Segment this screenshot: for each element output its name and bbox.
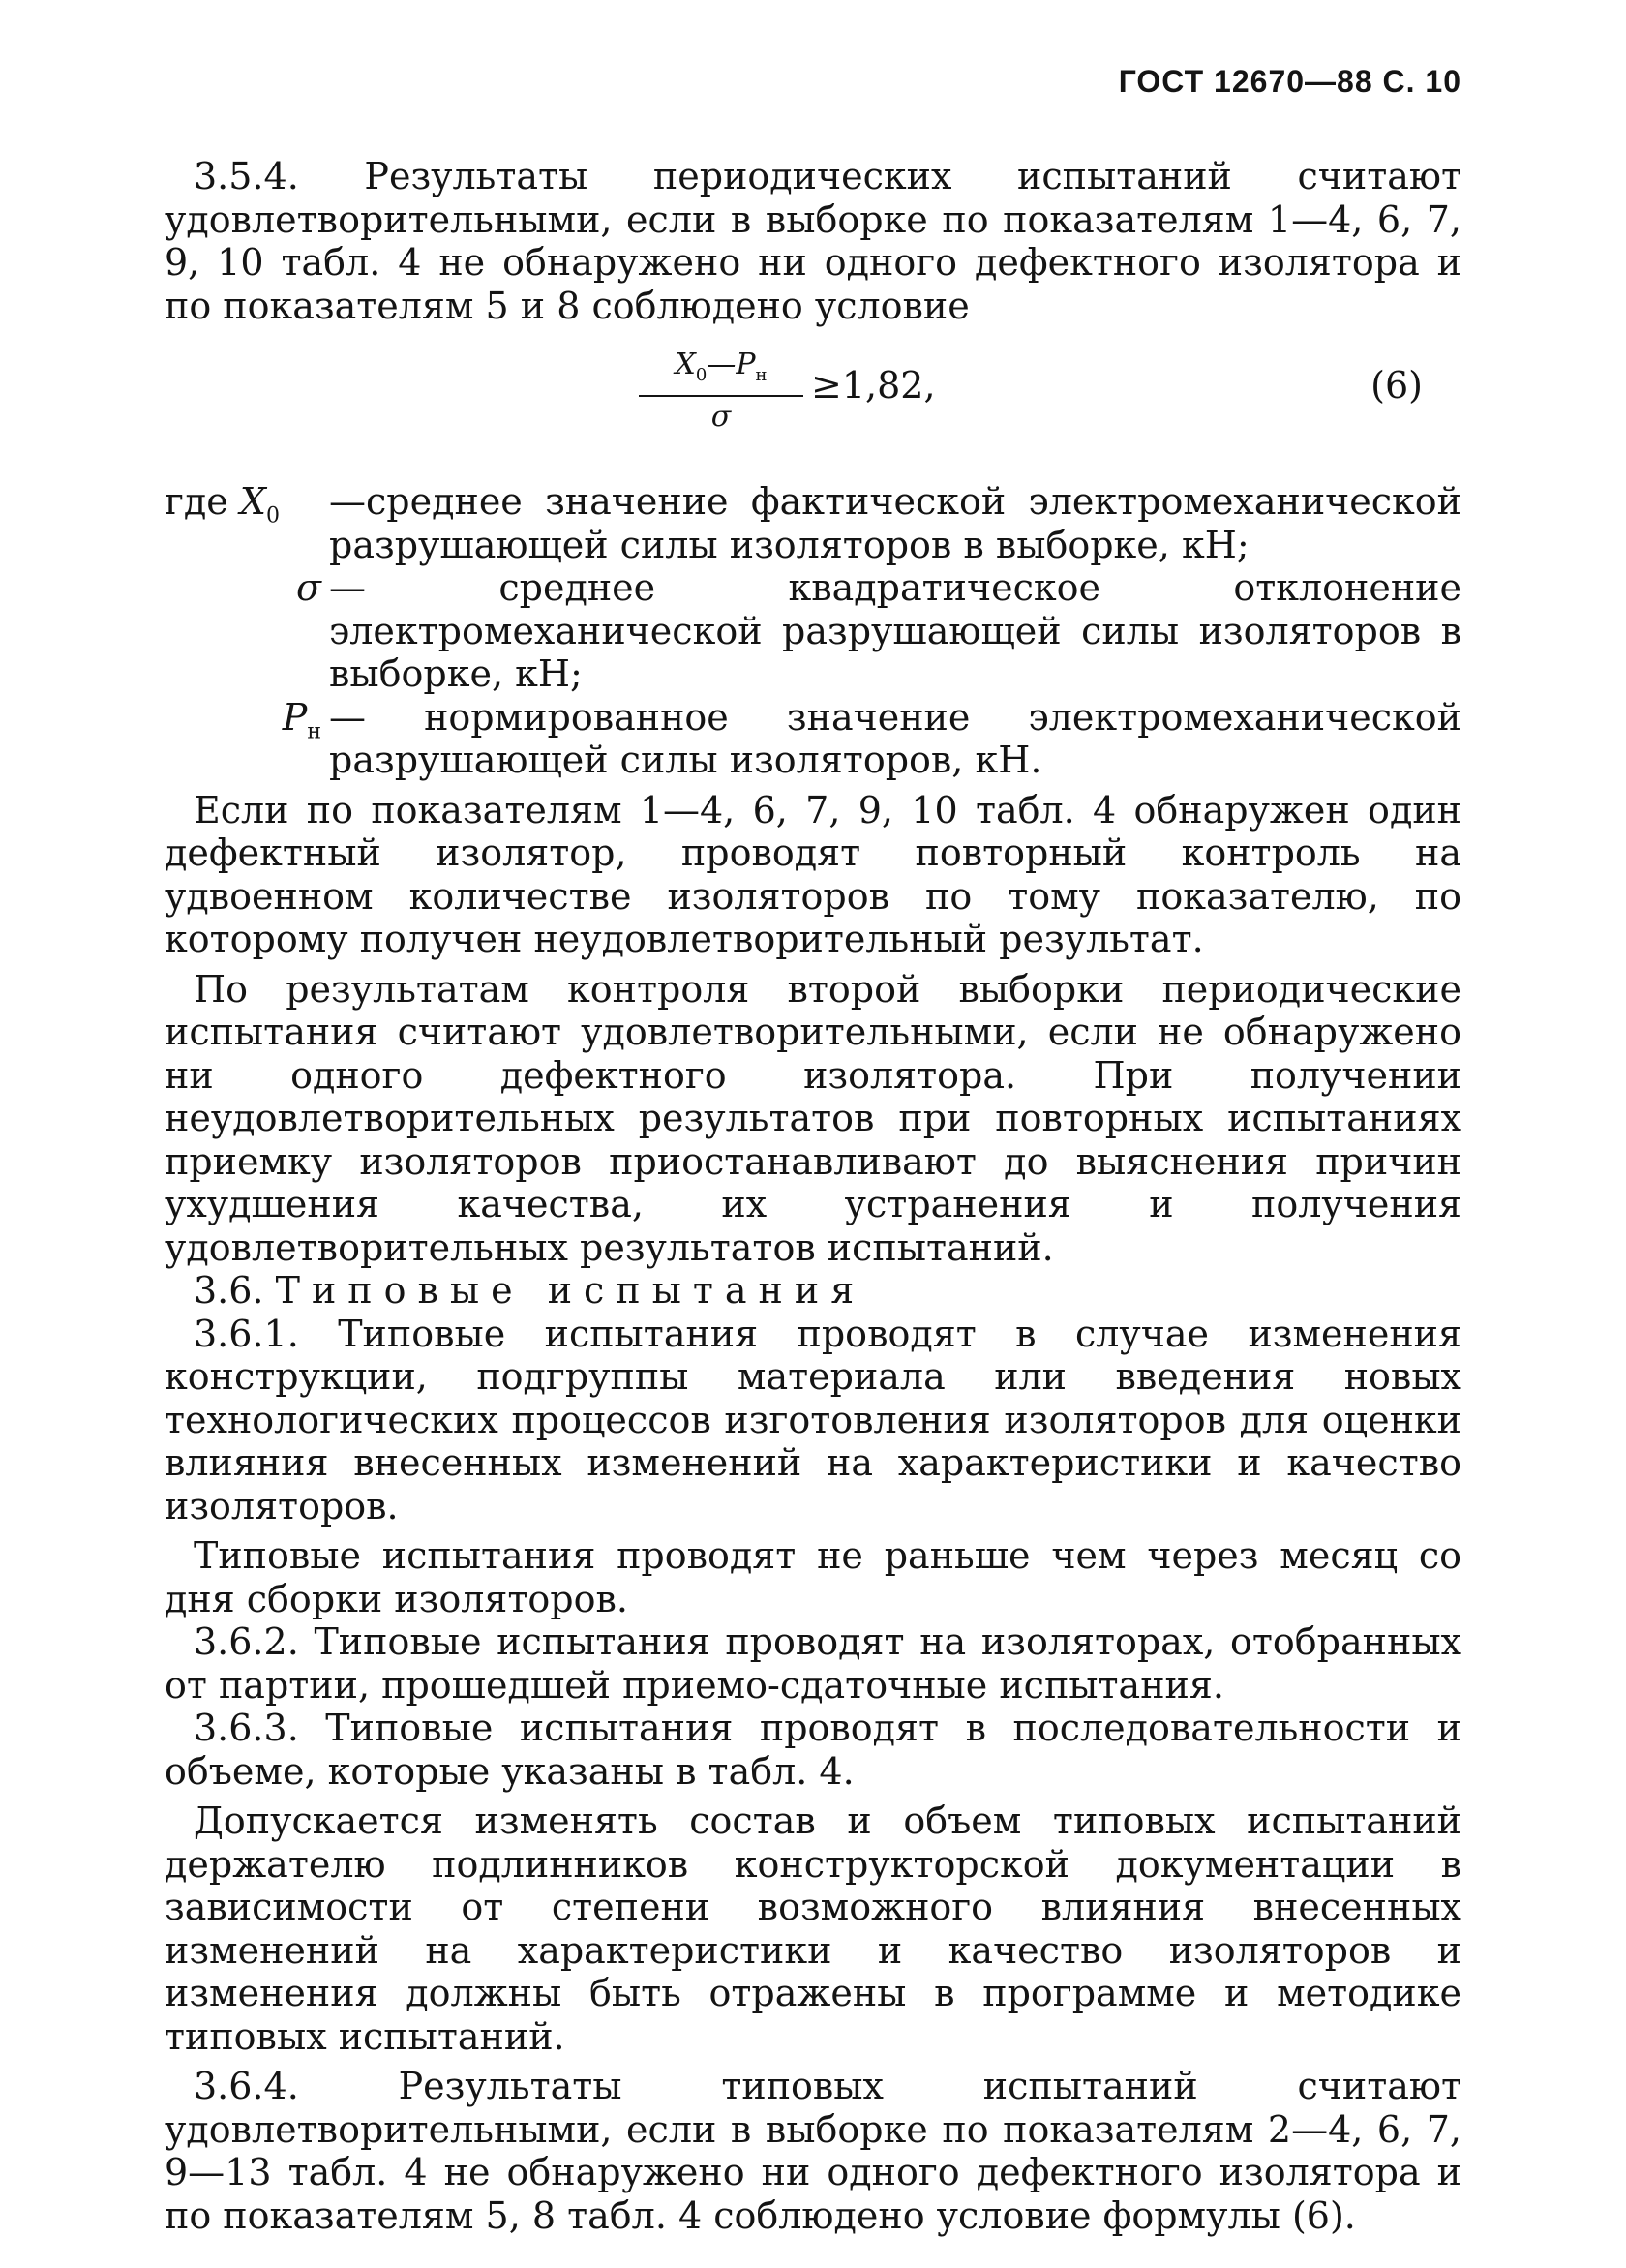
formula-rhs: ≥1,82,	[811, 364, 936, 407]
formula-denominator: σ	[710, 400, 732, 434]
paragraph-3-6-3: 3.6.3. Типовые испытания проводят в последовательности и объеме, которые указаны в табл. 4.	[165, 1707, 1461, 1793]
paragraph-one-defect: Если по показателям 1—4, 6, 7, 9, 10 табл. 4 обнаружен один дефектный изолятор, проводят повторный контроль на удвоенном количестве изоляторов по тому показателю, по которому получен неудовлетворительный результат.	[165, 788, 1461, 960]
document-body	[165, 155, 1461, 2237]
legend-item: $P_н$ — нормированное значение электромеханической разрушающей силы изоляторов, кН.	[282, 695, 1461, 781]
legend-item: где $X_0$ —среднее значение фактической электромеханической разрушающей силы изоляторов в выборке, кН;	[165, 480, 1461, 566]
legend-text: —среднее значение фактической электромеханической разрушающей силы изоляторов в выборке, кН;	[329, 480, 1461, 566]
formula-6	[165, 341, 1461, 476]
formula-fraction	[639, 348, 803, 434]
paragraph-second-sample: По результатам контроля второй выборки периодические испытания считают удовлетворительными, если не обнаружено ни одного дефектного изолятора. При получении неудовлетворительных результатов при повторных испытаниях приемку изоляторов приостанавливают до выяснения причин ухудшения качества, их устранения и получения удовлетворительных результатов испытаний.	[165, 967, 1461, 1269]
paragraph-3-5-4: 3.5.4. Результаты периодических испытаний считают удовлетворительными, если в выборке по показателям 1—4, 6, 7, 9, 10 табл. 4 не обнаружено ни одного дефектного изолятора и по показателям 5 и 8 соблюдено условие	[165, 155, 1461, 327]
formula-legend	[165, 480, 1461, 782]
page-header: ГОСТ 12670—88 С. 10	[1118, 64, 1461, 99]
legend-text: — нормированное значение электромеханической разрушающей силы изоляторов, кН.	[329, 695, 1461, 781]
formula-number: (6)	[1370, 364, 1423, 407]
legend-item: σ — среднее квадратическое отклонение электромеханической разрушающей силы изоляторов в выборке, кН;	[296, 566, 1461, 695]
paragraph-3-6-4: 3.6.4. Результаты типовых испытаний считают удовлетворительными, если в выборке по показателям 2—4, 6, 7, 9—13 табл. 4 не обнаружено ни одного дефектного изолятора и по показателям 5, 8 табл. 4 соблюдено условие формулы (6).	[165, 2065, 1461, 2237]
section-heading-3-6: 3.6. Типовые испытания	[194, 1269, 866, 1312]
paragraph-3-6-1b: Типовые испытания проводят не раньше чем через месяц со дня сборки изоляторов.	[165, 1534, 1461, 1620]
paragraph-3-6-2: 3.6.2. Типовые испытания проводят на изоляторах, отобранных от партии, прошедшей приемо-сдаточные испытания.	[165, 1620, 1461, 1707]
paragraph-3-6-3b: Допускается изменять состав и объем типовых испытаний держателю подлинников конструкторской документации в зависимости от степени возможного влияния внесенных изменений на характеристики и качество изоляторов и изменения должны быть отражены в программе и методике типовых испытаний.	[165, 1799, 1461, 2058]
formula-numerator: $X_0—P_н$	[639, 348, 803, 397]
legend-text: — среднее квадратическое отклонение электромеханической разрушающей силы изоляторов в выборке, кН;	[329, 566, 1461, 695]
paragraph-3-6-1: 3.6.1. Типовые испытания проводят в случае изменения конструкции, подгруппы материала или введения новых технологических процессов изготовления изоляторов для оценки влияния внесенных изменений на характеристики и качество изоляторов.	[165, 1312, 1461, 1527]
